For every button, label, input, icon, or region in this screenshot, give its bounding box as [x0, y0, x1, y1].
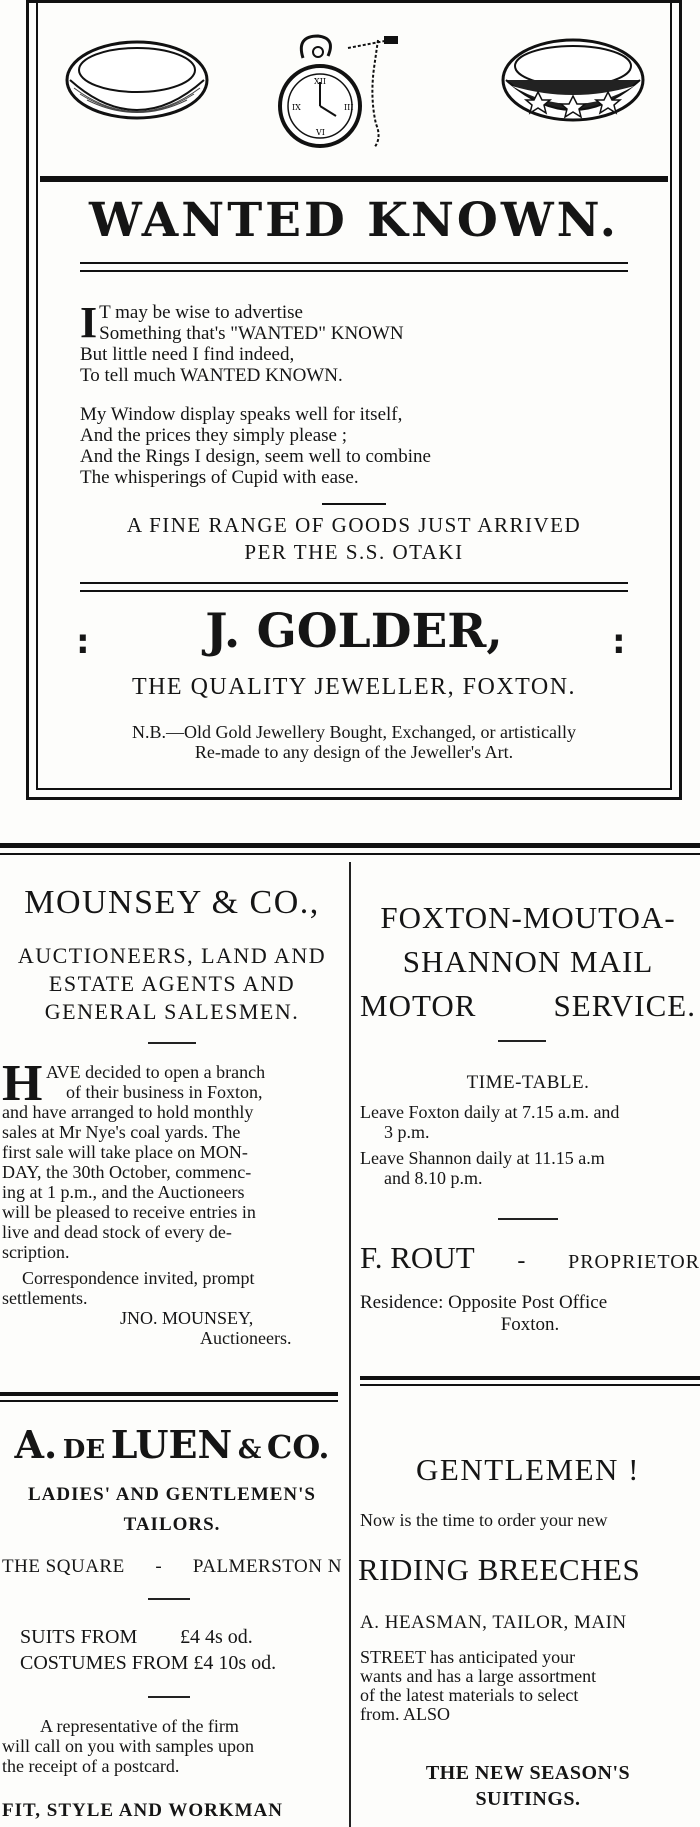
body-line: will be pleased to receive entries in [2, 1202, 256, 1222]
short-rule [148, 1598, 190, 1600]
body-line: settlements. [2, 1288, 88, 1308]
body-line: Correspondence invited, prompt [22, 1268, 255, 1288]
short-rule [498, 1218, 558, 1220]
deluen-prices [20, 1624, 320, 1676]
range-line: PER THE S.S. OTAKI [244, 540, 464, 564]
mail-title [356, 896, 700, 1028]
poem-dropcap: I [80, 298, 98, 347]
golder-rule-title-2 [80, 270, 628, 272]
golder-name: J. GOLDER, [205, 604, 503, 659]
price-label: COSTUMES FROM [20, 1652, 189, 1674]
range-line: A FINE RANGE OF GOODS JUST ARRIVED [126, 513, 582, 537]
short-rule [498, 1040, 546, 1042]
mounsey-title: MOUNSEY & CO., [24, 884, 320, 921]
mounsey-body [2, 1102, 342, 1262]
title-line: FOXTON-MOUTOA- [380, 900, 676, 935]
golder-poem-stanza-2 [80, 404, 640, 488]
price-value: £4 10s od. [193, 1652, 277, 1674]
deluen-subtitle [0, 1480, 344, 1540]
proprietor-title: PROPRIETOR [568, 1251, 700, 1273]
deluen-location [2, 1556, 342, 1578]
deluen-bottom-line: FIT, STYLE AND WORKMAN [2, 1800, 283, 1821]
title-part: CO. [266, 1428, 330, 1466]
svg-text:XII: XII [314, 77, 327, 86]
poem-line: Something that's "WANTED" KNOWN [99, 323, 404, 344]
time-line: Leave Shannon daily at 11.15 a.m [360, 1148, 605, 1168]
colon-right: : [612, 622, 626, 662]
star-ring-icon [498, 30, 648, 130]
mounsey-body-indented [46, 1062, 342, 1102]
title-part: & [237, 1435, 262, 1465]
heasman-new-season [356, 1760, 700, 1812]
time-line: 3 p.m. [384, 1122, 430, 1142]
deluen-title [0, 1422, 344, 1467]
price-value: £4 4s od. [180, 1626, 253, 1648]
plain-ring-icon [62, 30, 212, 130]
title-line: SHANNON MAIL [402, 944, 654, 979]
page-rule-2 [0, 853, 700, 855]
deluen-representative [2, 1716, 342, 1776]
body-line: the receipt of a postcard. [2, 1756, 180, 1776]
short-rule [322, 503, 386, 505]
signature-line: JNO. MOUNSEY, [120, 1308, 254, 1328]
subtitle-line: TAILORS. [123, 1514, 221, 1535]
golder-range-text [40, 512, 668, 566]
body-line: STREET has anticipated your [360, 1647, 576, 1667]
golder-rule-top [40, 176, 668, 182]
column-divider [349, 862, 351, 1827]
time-line: and 8.10 p.m. [384, 1168, 483, 1188]
body-line: live and dead stock of every de- [2, 1222, 232, 1242]
poem-line: But little need I find indeed, [80, 344, 295, 365]
price-row [20, 1650, 320, 1676]
title-part: DE [62, 1435, 106, 1465]
body-line: scription. [2, 1242, 70, 1262]
golder-poem-stanza-1 [80, 298, 640, 386]
proprietor-dash: - [517, 1248, 526, 1274]
golder-subtitle: THE QUALITY JEWELLER, FOXTON. [131, 674, 577, 700]
pocket-watch-icon [278, 28, 418, 158]
title-word: SERVICE. [553, 988, 696, 1023]
price-row [20, 1624, 320, 1650]
body-line: AVE decided to open a branch [46, 1062, 266, 1082]
mail-residence [360, 1292, 700, 1336]
golder-rule-title-1 [80, 262, 628, 264]
location-right: PALMERSTON N [192, 1556, 342, 1577]
short-rule [148, 1696, 190, 1698]
subtitle-line: AUCTIONEERS, LAND AND [17, 943, 327, 968]
body-line: and have arranged to hold monthly [2, 1102, 254, 1122]
mounsey-subtitle [0, 942, 344, 1026]
mail-timetable: TIME-TABLE. [466, 1072, 590, 1093]
heasman-name: A. HEASMAN, TAILOR, MAIN [360, 1612, 627, 1633]
golder-rule-name-2 [80, 590, 628, 592]
body-line: of their business in Foxton, [66, 1082, 263, 1102]
body-line: A representative of the firm [40, 1716, 239, 1736]
golder-title: WANTED KNOWN. [89, 193, 619, 248]
poem-line: And the Rings I design, seem well to combine [80, 446, 431, 467]
heasman-body [360, 1648, 700, 1724]
heasman-title: GENTLEMEN ! [416, 1452, 640, 1487]
svg-text:III: III [344, 103, 354, 112]
season-line: SUITINGS. [475, 1788, 581, 1810]
mounsey-rule-2 [0, 1400, 338, 1402]
poem-line: To tell much WANTED KNOWN. [80, 365, 343, 386]
mail-rule-1 [360, 1376, 700, 1380]
title-part: A. [14, 1422, 58, 1467]
body-line: from. ALSO [360, 1704, 450, 1724]
heasman-line-1: Now is the time to order your new [360, 1510, 608, 1530]
mounsey-rule-1 [0, 1392, 338, 1396]
body-line: wants and has a large assortment [360, 1666, 597, 1686]
title-line [356, 984, 700, 1028]
body-line: first sale will take place on MON- [2, 1142, 248, 1162]
body-line: of the latest materials to select [360, 1685, 579, 1705]
mail-rule-2 [360, 1384, 700, 1386]
poem-line: The whisperings of Cupid with ease. [80, 467, 359, 488]
body-line: sales at Mr Nye's coal yards. The [2, 1122, 241, 1142]
season-line: THE NEW SEASON'S [425, 1762, 631, 1784]
mounsey-correspondence [2, 1268, 342, 1308]
poem-line: T may be wise to advertise [99, 302, 303, 323]
proprietor-name: F. ROUT [360, 1240, 475, 1275]
subtitle-line: LADIES' AND GENTLEMEN'S [27, 1484, 316, 1505]
subtitle-line: GENERAL SALESMEN. [44, 999, 300, 1024]
note-line: Re-made to any design of the Jeweller's Art. [194, 742, 514, 762]
golder-note [40, 722, 668, 762]
svg-text:IX: IX [292, 103, 301, 112]
short-rule [148, 1042, 196, 1044]
mail-proprietor [360, 1240, 700, 1276]
body-line: DAY, the 30th October, commenc- [2, 1162, 252, 1182]
title-part: LUEN [110, 1422, 233, 1467]
body-line: will call on you with samples upon [2, 1736, 254, 1756]
price-label: SUITS FROM [20, 1626, 138, 1648]
poem-line: My Window display speaks well for itself, [80, 404, 403, 425]
mounsey-signature [120, 1308, 291, 1348]
signature-line: Auctioneers. [200, 1328, 292, 1348]
time-line: Leave Foxton daily at 7.15 a.m. and [360, 1102, 620, 1122]
subtitle-line: ESTATE AGENTS AND [48, 971, 296, 996]
location-left: THE SQUARE [2, 1556, 125, 1577]
heasman-breeches: RIDING BREECHES [358, 1552, 641, 1587]
svg-text:VI: VI [316, 128, 325, 137]
mounsey-dropcap: H [2, 1055, 43, 1112]
location-dash: - [155, 1556, 163, 1577]
colon-left: : [76, 622, 90, 662]
page-rule-1 [0, 843, 700, 848]
mail-times [360, 1102, 700, 1188]
golder-rule-name-1 [80, 582, 628, 584]
poem-line: And the prices they simply please ; [80, 425, 347, 446]
residence-line: Foxton. [500, 1314, 560, 1335]
residence-line: Residence: Opposite Post Office [360, 1292, 608, 1313]
title-word: MOTOR [360, 988, 477, 1023]
body-line: ing at 1 p.m., and the Auctioneers [2, 1182, 245, 1202]
note-line: N.B.—Old Gold Jewellery Bought, Exchanged, or artistically [132, 722, 576, 742]
